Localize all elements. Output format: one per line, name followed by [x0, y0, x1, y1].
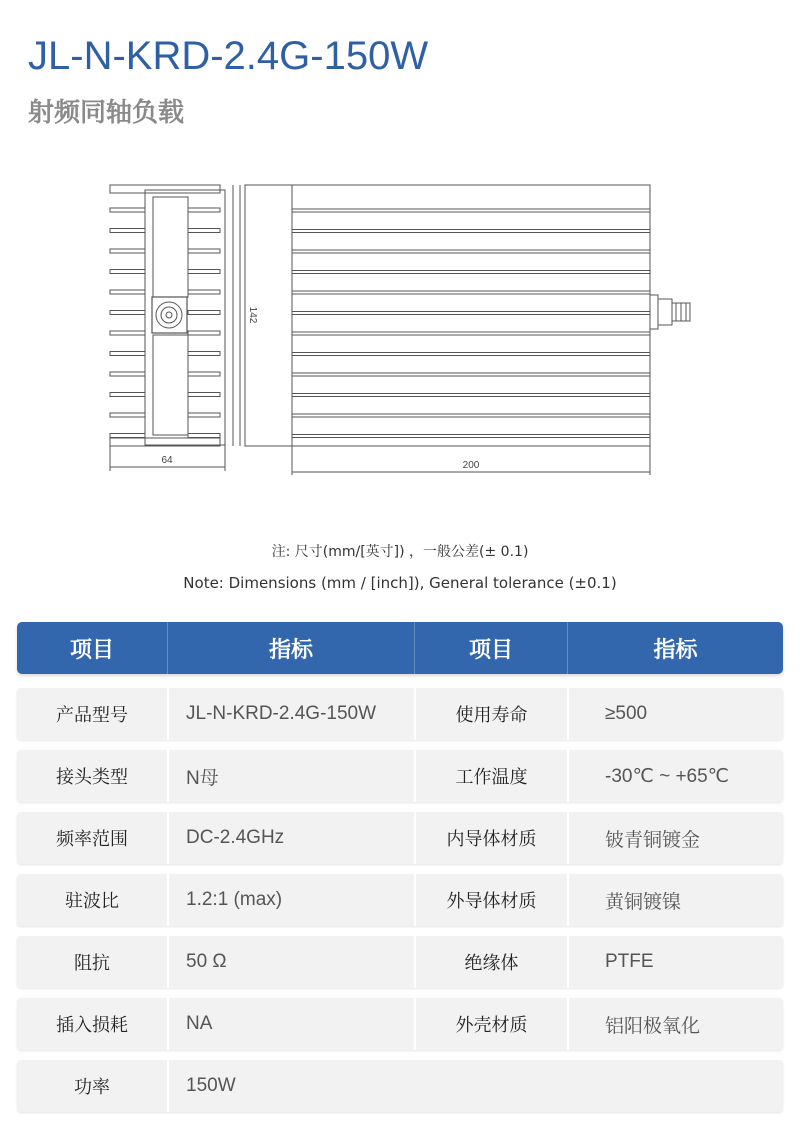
row-value: 150W [167, 1060, 414, 1112]
row-value: PTFE [567, 936, 783, 988]
row-item: 使用寿命 [414, 688, 567, 740]
fin [110, 331, 145, 335]
row-value: ≥500 [567, 688, 783, 740]
table-row [17, 998, 783, 1050]
fin [188, 229, 220, 233]
row-item: 阻抗 [74, 953, 110, 974]
side-fin [292, 332, 650, 335]
row-item: 工作温度 [414, 750, 567, 802]
side-connector [650, 295, 658, 329]
row-value: 1.2:1 (max) [167, 874, 414, 926]
row-item: 产品型号 [56, 705, 128, 726]
fin [110, 270, 145, 274]
table-row [17, 1060, 783, 1112]
row-value: NA [167, 998, 414, 1050]
fin [188, 413, 220, 417]
row-item: 内导体材质 [414, 812, 567, 864]
fin [188, 393, 220, 397]
table-row [17, 688, 783, 740]
note-chinese: 注: 尺寸(mm/[英寸]) ，一般公差(± 0.1) [271, 544, 529, 560]
row-item: 外壳材质 [414, 998, 567, 1050]
fin [110, 352, 145, 356]
header-item-1: 项目 [69, 637, 114, 663]
fin [110, 249, 145, 253]
header-value-2: 指标 [567, 622, 783, 674]
row-value: 黄铜镀镍 [567, 874, 783, 926]
row-value: DC-2.4GHz [167, 812, 414, 864]
row-item: 绝缘体 [414, 936, 567, 988]
fin [110, 372, 145, 376]
fin [110, 393, 145, 397]
fin [188, 270, 220, 274]
side-fin [292, 209, 650, 212]
row-value: JL-N-KRD-2.4G-150W [167, 688, 414, 740]
fin [188, 311, 220, 315]
fin [110, 311, 145, 315]
spec-table [17, 622, 783, 1112]
fin [110, 229, 145, 233]
fin [188, 352, 220, 356]
note-english: Note: Dimensions (mm / [inch]), General tolerance (±0.1) [183, 574, 617, 592]
row-value: N母 [167, 750, 414, 802]
side-fin [292, 353, 650, 356]
fin [188, 249, 220, 253]
side-fin [292, 312, 650, 315]
side-fin [292, 271, 650, 274]
fin [188, 290, 220, 294]
dim-width-label: 64 [161, 455, 173, 466]
row-value: 铍青铜镀金 [567, 812, 783, 864]
row-item: 驻波比 [65, 891, 119, 912]
side-fin [292, 435, 650, 438]
dimension-drawing [100, 175, 700, 485]
row-item: 接头类型 [56, 767, 128, 788]
product-title: JL-N-KRD-2.4G-150W [28, 34, 429, 78]
row-item: 功率 [74, 1077, 110, 1098]
row-value: 铝阳极氧化 [567, 998, 783, 1050]
product-subtitle: 射频同轴负载 [28, 98, 185, 128]
side-fin [292, 250, 650, 253]
table-header [17, 622, 783, 674]
fin [188, 372, 220, 376]
fin [110, 208, 145, 212]
table-row [17, 812, 783, 864]
fin [188, 434, 220, 438]
side-fin [292, 414, 650, 417]
side-fin [292, 373, 650, 376]
row-item: 外导体材质 [414, 874, 567, 926]
side-fin [292, 230, 650, 233]
row-item: 插入损耗 [56, 1015, 128, 1036]
side-view-outline [245, 185, 650, 446]
side-fin [292, 291, 650, 294]
header-value-1: 指标 [167, 622, 414, 674]
fin [110, 413, 145, 417]
header-item-2: 项目 [414, 622, 567, 674]
fin [110, 290, 145, 294]
row-item: 频率范围 [56, 829, 128, 850]
fin [188, 208, 220, 212]
side-fin [292, 394, 650, 397]
dim-length-label: 200 [462, 460, 480, 471]
dim-height-label: 142 [247, 306, 258, 324]
fin [110, 434, 145, 438]
row-value: 50 Ω [167, 936, 414, 988]
row-value: -30℃ ~ +65℃ [567, 750, 783, 802]
fin [188, 331, 220, 335]
table-row [17, 936, 783, 988]
table-row [17, 750, 783, 802]
table-row [17, 874, 783, 926]
